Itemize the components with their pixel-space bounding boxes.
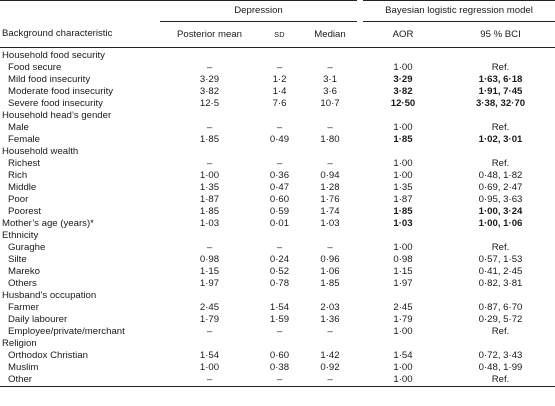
posterior-mean-cell (160, 48, 259, 63)
category-label: Household wealth (2, 146, 79, 157)
row-label: Employee/private/merchant (8, 326, 125, 337)
sd-cell: 0·60 (269, 350, 290, 361)
table-row (0, 374, 555, 387)
posterior-mean-cell (160, 338, 259, 350)
median-cell: – (327, 158, 333, 169)
bci-cell (446, 146, 555, 158)
bci-cell: 0·87, 6·70 (478, 302, 523, 313)
aor-cell: 1·03 (393, 218, 413, 229)
aor-cell: 1·00 (360, 374, 446, 387)
bci-cell: 0·82, 3·81 (478, 278, 523, 289)
aor-cell: 3·82 (393, 86, 413, 97)
posterior-mean-cell: 2·45 (199, 302, 220, 313)
row-label: Other (0, 374, 160, 387)
median-cell (300, 230, 360, 242)
table-row (0, 326, 555, 338)
table-row (0, 122, 555, 134)
table-row (0, 194, 555, 206)
table-row (0, 254, 555, 266)
sd-cell: 7·6 (272, 98, 287, 109)
table-row (0, 86, 555, 98)
column-header-bci: 95 % BCI (446, 22, 555, 48)
sd-cell: – (276, 242, 283, 253)
group-header-bayesian: Bayesian logistic regression model (360, 1, 555, 22)
sd-cell: 0·49 (269, 134, 290, 145)
sd-cell: – (259, 374, 300, 387)
posterior-mean-cell: 3·82 (199, 86, 220, 97)
bci-cell: Ref. (491, 326, 510, 337)
sd-cell (259, 290, 300, 302)
table-row (0, 182, 555, 194)
bci-cell: 0·72, 3·43 (478, 350, 523, 361)
median-cell: – (327, 326, 333, 337)
bci-cell: 0·48, 1·99 (478, 362, 523, 373)
bci-cell: 0·95, 3·63 (478, 194, 523, 205)
bci-cell: 0·41, 2·45 (478, 266, 523, 277)
sd-cell: 1·59 (269, 314, 290, 325)
table-row (0, 74, 555, 86)
aor-cell: 1·35 (393, 182, 413, 193)
posterior-mean-cell: 1·87 (199, 194, 220, 205)
category-row (0, 338, 555, 350)
bci-cell (446, 290, 555, 302)
category-label: Mother’s age (years)* (2, 218, 94, 229)
sd-cell: 0·24 (269, 254, 290, 265)
row-label: Richest (8, 158, 40, 169)
row-label: Poorest (8, 206, 42, 217)
posterior-mean-cell: 1·00 (199, 170, 220, 181)
bci-cell: 0·57, 1·53 (478, 254, 523, 265)
median-cell: 2·03 (320, 302, 340, 313)
median-cell: 0·92 (320, 362, 340, 373)
posterior-mean-cell: – (206, 158, 213, 169)
bci-cell: 1·00, 3·24 (478, 206, 523, 217)
posterior-mean-cell: 1·97 (199, 278, 220, 289)
sd-cell (259, 230, 300, 242)
posterior-mean-cell: 1·85 (199, 134, 220, 145)
aor-cell: 1·00 (393, 62, 413, 73)
median-cell: 1·42 (320, 350, 340, 361)
bci-cell: 1·00, 1·06 (478, 218, 523, 229)
median-cell: 1·36 (320, 314, 340, 325)
median-cell: 1·06 (320, 266, 340, 277)
bci-cell: Ref. (491, 158, 510, 169)
median-cell: 3·1 (323, 74, 337, 85)
category-label: Ethnicity (2, 230, 39, 241)
row-label: Middle (8, 182, 37, 193)
median-cell (300, 290, 360, 302)
sd-cell (259, 338, 300, 350)
row-label: Muslim (8, 362, 39, 373)
table-row (0, 242, 555, 254)
table-row (0, 62, 555, 74)
column-header-median: Median (300, 22, 360, 48)
posterior-mean-cell: 1·03 (199, 218, 220, 229)
aor-cell: 1·54 (393, 350, 413, 361)
posterior-mean-cell: 1·35 (199, 182, 220, 193)
category-row (0, 48, 555, 63)
sd-cell: – (276, 158, 283, 169)
posterior-mean-cell: 0·98 (199, 254, 220, 265)
aor-cell: 1·00 (393, 326, 413, 337)
posterior-mean-cell: 1·79 (199, 314, 220, 325)
row-label: Mild food insecurity (8, 74, 91, 85)
median-cell (300, 48, 360, 63)
bci-cell: 0·29, 5·72 (478, 314, 523, 325)
median-cell: 3·6 (323, 86, 337, 97)
posterior-mean-cell: 3·29 (199, 74, 220, 85)
posterior-mean-cell (160, 110, 259, 122)
category-row (0, 110, 555, 122)
sd-cell: – (276, 62, 283, 73)
median-cell: 1·80 (320, 134, 340, 145)
bci-cell: 3·38, 32·70 (475, 98, 526, 109)
aor-cell: 1·15 (393, 266, 413, 277)
column-header-sd: SD (259, 22, 300, 48)
sd-cell: 1·4 (272, 86, 287, 97)
table-row (0, 134, 555, 146)
row-label: Poor (8, 194, 29, 205)
bci-cell (446, 48, 555, 63)
posterior-mean-cell: – (206, 242, 213, 253)
row-label: Others (8, 278, 37, 289)
column-header-row (0, 22, 555, 48)
row-label: Male (8, 122, 29, 133)
row-label: Mareko (8, 266, 40, 277)
aor-cell (360, 110, 446, 122)
bci-cell: Ref. (491, 122, 510, 133)
category-label: Religion (2, 338, 37, 349)
median-cell: – (300, 374, 360, 387)
row-label: Severe food insecurity (8, 98, 103, 109)
median-cell: 10·7 (320, 98, 340, 109)
table-row (0, 362, 555, 374)
category-row (0, 230, 555, 242)
bci-cell: Ref. (446, 374, 555, 387)
aor-cell: 0·98 (393, 254, 413, 265)
category-row (0, 146, 555, 158)
sd-cell: 0·01 (269, 218, 290, 229)
category-row (0, 290, 555, 302)
row-label: Guraghe (8, 242, 46, 253)
table-row (0, 98, 555, 110)
sd-cell: 0·60 (269, 194, 290, 205)
aor-cell: 1·85 (393, 134, 413, 145)
row-label: Farmer (8, 302, 39, 313)
bci-cell (446, 110, 555, 122)
row-label: Food secure (8, 62, 62, 73)
sd-cell: 0·47 (269, 182, 290, 193)
column-header-posterior-mean: Posterior mean (160, 22, 259, 48)
aor-cell: 12·50 (390, 98, 416, 109)
median-cell: 1·03 (320, 218, 340, 229)
aor-cell (360, 290, 446, 302)
posterior-mean-cell: 1·85 (199, 206, 220, 217)
aor-cell (360, 230, 446, 242)
row-label: Daily labourer (8, 314, 68, 325)
median-cell (300, 338, 360, 350)
posterior-mean-cell: 1·54 (199, 350, 220, 361)
sd-cell: 0·36 (269, 170, 290, 181)
median-cell: – (327, 242, 333, 253)
sd-cell (259, 146, 300, 158)
median-cell: 1·74 (320, 206, 340, 217)
aor-cell: 1·85 (393, 206, 413, 217)
sd-cell: 0·52 (269, 266, 290, 277)
bci-cell: 1·91, 7·45 (478, 86, 523, 97)
table-row (0, 170, 555, 182)
column-header-characteristic: Background characteristic (0, 22, 160, 48)
table-row (0, 206, 555, 218)
posterior-mean-cell: – (206, 326, 213, 337)
median-cell: 1·76 (320, 194, 340, 205)
aor-cell: 1·00 (393, 158, 413, 169)
aor-cell: 1·00 (393, 242, 413, 253)
group-header-depression: Depression (160, 1, 360, 22)
category-row (0, 218, 555, 230)
table-row (0, 158, 555, 170)
table-row (0, 266, 555, 278)
median-cell: 1·85 (320, 278, 340, 289)
group-header-row (0, 1, 555, 22)
bci-cell: Ref. (491, 242, 510, 253)
bci-cell: 0·48, 1·82 (478, 170, 523, 181)
column-header-aor: AOR (360, 22, 446, 48)
sd-cell: – (276, 326, 283, 337)
bci-cell (446, 338, 555, 350)
aor-cell: 1·87 (393, 194, 413, 205)
sd-cell: 0·38 (269, 362, 290, 373)
aor-cell (360, 146, 446, 158)
group-header-blank (0, 1, 160, 22)
row-label: Female (8, 134, 40, 145)
bci-cell: 1·63, 6·18 (478, 74, 523, 85)
posterior-mean-cell: – (206, 62, 213, 73)
posterior-mean-cell (160, 146, 259, 158)
posterior-mean-cell: – (160, 374, 259, 387)
table-row (0, 302, 555, 314)
median-cell: 0·94 (320, 170, 340, 181)
posterior-mean-cell (160, 290, 259, 302)
posterior-mean-cell: – (206, 122, 213, 133)
median-cell: – (327, 62, 333, 73)
category-label: Husband’s occupation (2, 290, 97, 301)
median-cell (300, 110, 360, 122)
table-row (0, 350, 555, 362)
aor-cell: 1·00 (393, 170, 413, 181)
sd-cell: 0·78 (269, 278, 290, 289)
posterior-mean-cell: 12·5 (199, 98, 220, 109)
posterior-mean-cell: 1·15 (199, 266, 220, 277)
aor-cell: 1·00 (393, 122, 413, 133)
bci-cell: Ref. (491, 62, 510, 73)
bci-cell: 0·69, 2·47 (478, 182, 523, 193)
table-row (0, 278, 555, 290)
median-cell (300, 146, 360, 158)
aor-cell: 3·29 (393, 74, 413, 85)
row-label: Moderate food insecurity (8, 86, 114, 97)
aor-cell (360, 338, 446, 350)
sd-cell: – (276, 122, 283, 133)
aor-cell: 1·00 (393, 362, 413, 373)
sd-cell: 0·59 (269, 206, 290, 217)
aor-cell: 1·97 (393, 278, 413, 289)
category-label: Household head’s gender (2, 110, 112, 121)
bci-cell: 1·02, 3·01 (478, 134, 523, 145)
median-cell: 1·28 (320, 182, 340, 193)
sd-cell (259, 48, 300, 63)
category-label: Household food security (2, 50, 105, 61)
posterior-mean-cell (160, 230, 259, 242)
row-label: Orthodox Christian (8, 350, 88, 361)
sd-cell (259, 110, 300, 122)
table-row (0, 314, 555, 326)
sd-cell: 1·54 (269, 302, 290, 313)
aor-cell: 2·45 (393, 302, 413, 313)
row-label: Silte (8, 254, 27, 265)
aor-cell (360, 48, 446, 63)
bci-cell (446, 230, 555, 242)
posterior-mean-cell: 1·00 (199, 362, 220, 373)
row-label: Rich (8, 170, 28, 181)
median-cell: 0·96 (320, 254, 340, 265)
table-body (0, 48, 555, 387)
sd-cell: 1·2 (272, 74, 287, 85)
median-cell: – (327, 122, 333, 133)
aor-cell: 1·79 (393, 314, 413, 325)
